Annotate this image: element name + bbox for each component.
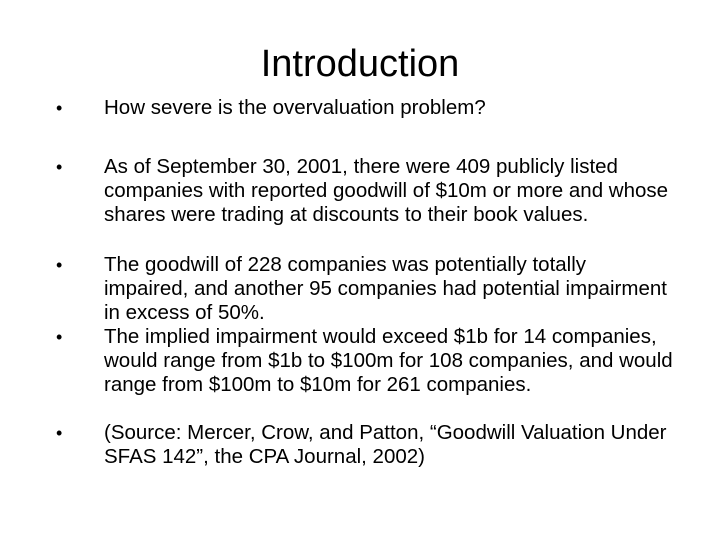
bullet-icon: • bbox=[56, 327, 63, 347]
bullet-text: The implied impairment would exceed $1b for 14 companies, would range from $1b to $100m for 108 companies, and would range from $100m to $10m for 261 companies. bbox=[104, 325, 673, 396]
bullet-icon: • bbox=[56, 423, 63, 443]
bullet-text: The goodwill of 228 companies was potentially totally impaired, and another 95 companies had potential impairment in excess of 50%. bbox=[104, 253, 667, 324]
slide-title: Introduction bbox=[260, 43, 460, 85]
bullet-text: (Source: Mercer, Crow, and Patton, “Goodwill Valuation Under SFAS 142”, the CPA Journal, 2002) bbox=[104, 421, 667, 468]
bullet-icon: • bbox=[56, 98, 63, 118]
bullet-text: As of September 30, 2001, there were 409 publicly listed companies with reported goodwill of $10m or more and whose shares were trading at discounts to their book values. bbox=[104, 155, 669, 226]
bullet-icon: • bbox=[56, 255, 63, 275]
bullet-icon: • bbox=[56, 157, 63, 177]
bullet-text: How severe is the overvaluation problem? bbox=[104, 96, 486, 119]
